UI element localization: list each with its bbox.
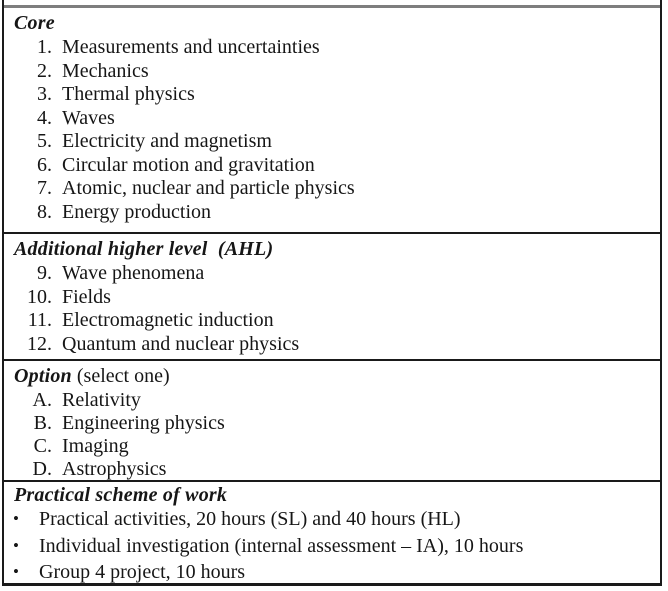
list-item-option-1 [4,389,660,412]
item-marker: A. [32,389,52,411]
item-text: Quantum and nuclear physics [62,332,300,355]
list-item-additional-higher-level-3 [4,309,660,333]
item-marker: 11. [27,309,52,331]
section-items-practical-scheme-of-work [4,506,660,586]
list-item-core-8 [4,201,660,225]
item-text: Relativity [62,389,141,411]
list-item-option-4 [4,458,660,480]
list-item-additional-higher-level-2 [4,286,660,310]
bullet-icon: • [13,509,19,528]
section-title: Practical scheme of work [14,484,228,506]
list-item-core-5 [4,130,660,154]
list-item-core-3 [4,83,660,107]
item-marker: C. [33,435,52,457]
item-text: Electricity and magnetism [62,130,272,152]
list-item-practical-scheme-of-work-1 [4,506,660,533]
item-text: Wave phenomena [62,262,205,284]
item-text: Imaging [62,435,129,457]
item-marker: 2. [37,59,52,82]
item-text: Measurements and uncertainties [62,36,320,58]
list-item-practical-scheme-of-work-3 [4,559,660,586]
section-title: Option [14,365,72,387]
section-title-suffix: (select one) [71,365,170,387]
item-marker: 8. [37,200,52,223]
item-marker: 5. [37,130,52,152]
item-text: Electromagnetic induction [62,309,274,331]
section-practical-scheme-of-work [4,480,660,586]
sections-root [4,8,660,586]
list-item-additional-higher-level-1 [4,262,660,286]
list-item-core-4 [4,107,660,131]
item-marker: 10. [27,285,52,308]
item-marker: D. [32,458,52,480]
list-item-core-1 [4,36,660,60]
section-heading-core [4,11,660,36]
item-marker: 3. [37,83,52,105]
previous-row-edge [4,0,660,8]
item-text: Energy production [62,200,212,223]
section-items-core [4,36,660,224]
section-items-additional-higher-level [4,262,660,356]
item-text: Circular motion and gravitation [62,153,315,176]
list-item-option-2 [4,412,660,435]
bullet-icon: • [13,535,19,555]
section-heading-additional-higher-level [4,237,660,262]
list-item-core-2 [4,60,660,84]
item-text: Waves [62,106,115,129]
section-core [4,8,660,232]
item-text: Astrophysics [62,458,167,480]
section-option [4,359,660,480]
item-marker: 9. [37,262,52,284]
item-marker: B. [33,412,52,434]
section-items-option [4,389,660,480]
item-marker: 7. [37,177,52,199]
section-heading-option [4,364,660,389]
item-text: Practical activities, 20 hours (SL) and 40 hours (HL) [39,508,461,530]
section-title: Additional higher level (AHL) [14,238,274,260]
list-item-core-6 [4,154,660,178]
list-item-additional-higher-level-4 [4,333,660,357]
item-text: Atomic, nuclear and particle physics [62,177,355,199]
list-item-practical-scheme-of-work-2 [4,533,660,560]
section-additional-higher-level [4,232,660,359]
table-frame [2,0,662,586]
section-title: Core [14,12,55,34]
item-text: Mechanics [62,59,149,82]
item-marker: 12. [27,332,52,355]
list-item-core-7 [4,177,660,201]
item-marker: 4. [37,106,52,129]
item-marker: 1. [37,36,52,58]
bullet-icon: • [13,562,19,581]
item-text: Fields [62,285,111,308]
item-text: Engineering physics [62,412,225,434]
list-item-option-3 [4,435,660,458]
item-marker: 6. [37,153,52,176]
item-text: Thermal physics [62,83,195,105]
item-text: Individual investigation (internal assessment – IA), 10 hours [39,534,524,557]
item-text: Group 4 project, 10 hours [39,561,246,583]
section-heading-practical-scheme-of-work [4,484,660,506]
